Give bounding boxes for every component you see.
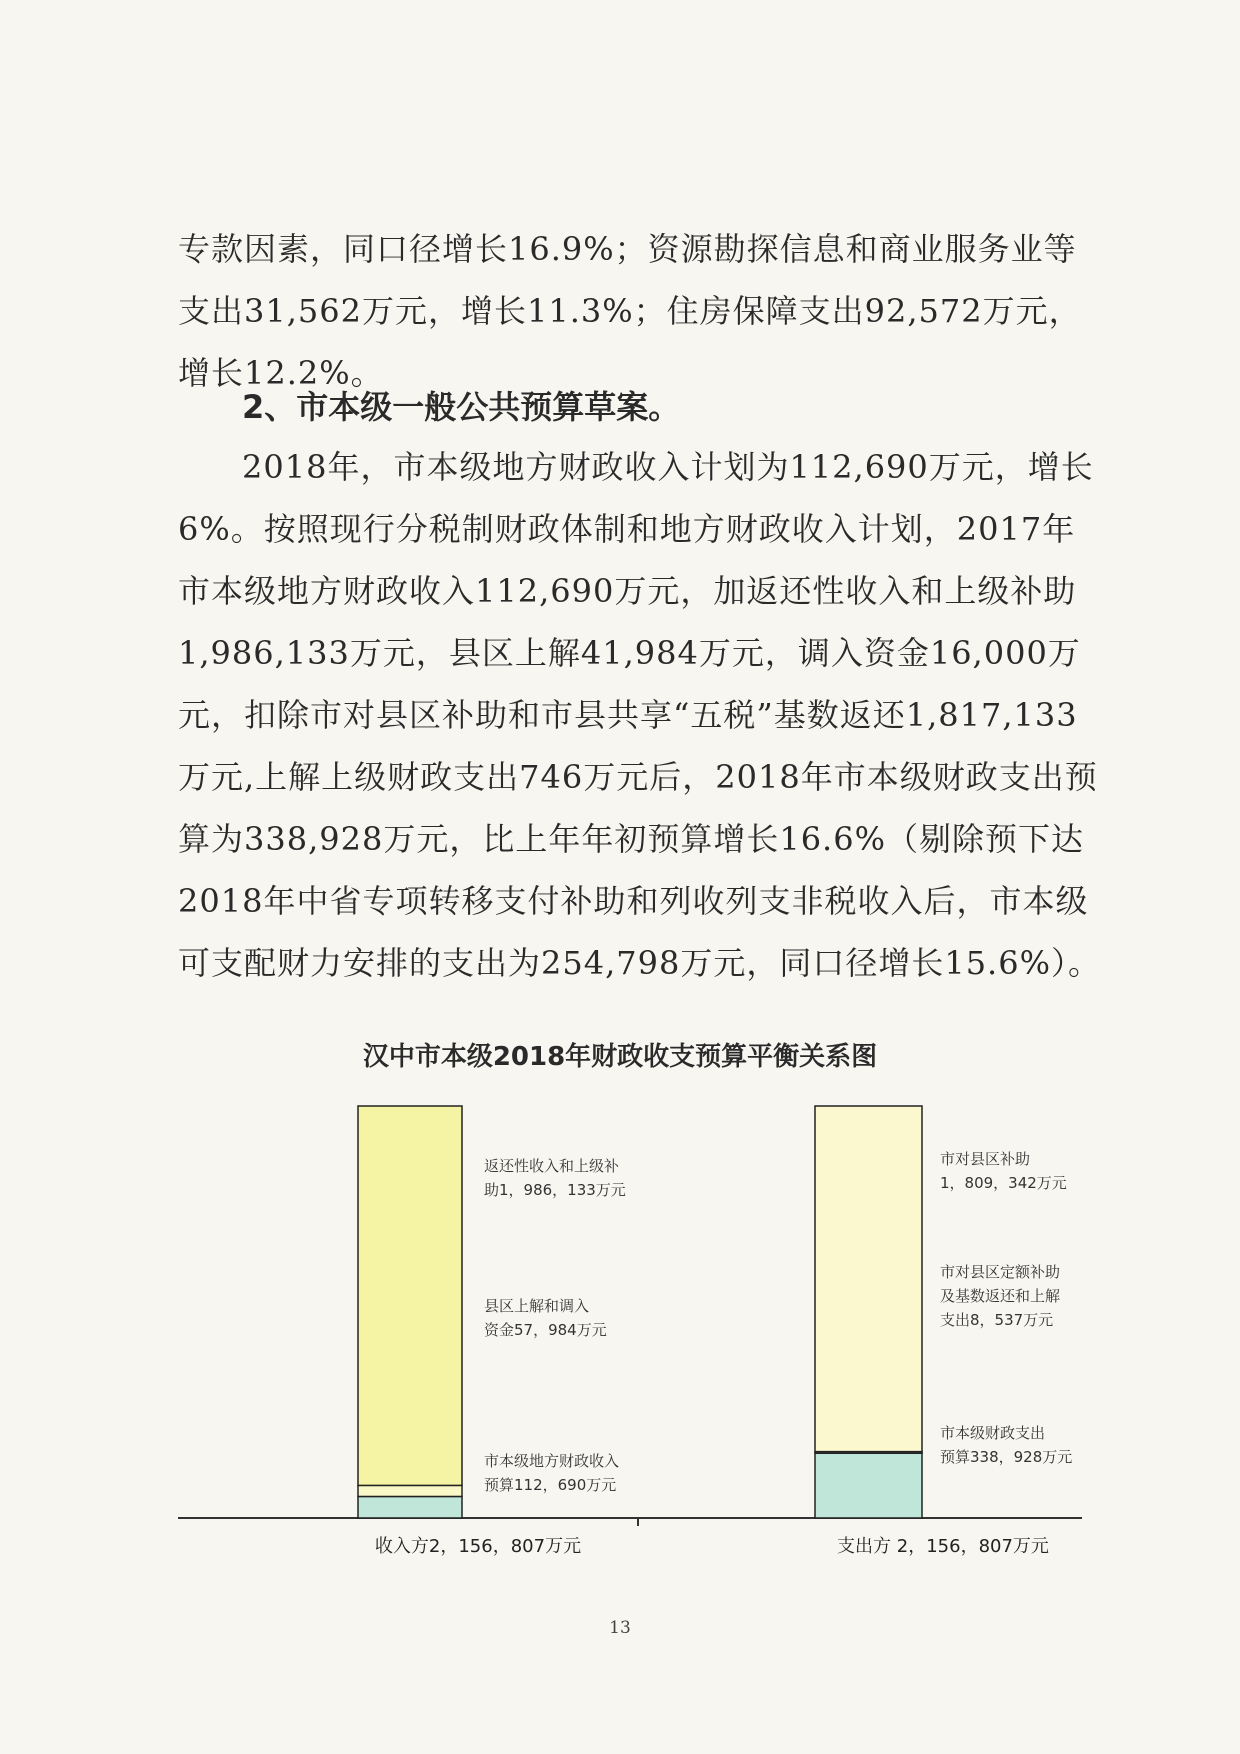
chart-title: 汉中市本级2018年财政收支预算平衡关系图: [362, 1042, 878, 1072]
segment-label-1-1-0: 市对县区定额补助: [940, 1263, 1061, 1281]
page-number: 13: [609, 1618, 631, 1638]
paragraph-text: 2018年，市本级地方财政收入计划为112,690万元，增长6%。按照现行分税制财政体制和地方财政收入计划，2017年市本级地方财政收入112,690万元，加返还性收入和上级补助1,986,133万元，县区上解41,984万元，调入资金16,000万元，扣除市对县区补助和市县共享“五税”基数返还1,817,133万元,上解上级财政支出746万元后，2018年市本级财政支出预算为338,928万元，比上年年初预算增长16.6%（剔除预下达2018年中省专项转移支付补助和列收列支非税收入后，市本级可支配财力安排的支出为254,798万元，同口径增长15.6%）。: [178, 448, 1101, 982]
segment-label-1-1-1: 及基数返还和上解: [940, 1287, 1061, 1305]
segment-label-1-2-1: 1，809，342万元: [940, 1174, 1067, 1192]
segment-label-1-2-0: 市对县区补助: [940, 1150, 1031, 1168]
paragraph-text: 专款因素，同口径增长16.9%；资源勘探信息和商业服务业等支出31,562万元，增长11.3%；住房保障支出92,572万元，增长12.2%。: [178, 230, 1082, 392]
segment-label-0-2-1: 助1，986，133万元: [484, 1181, 626, 1199]
category-label-0: 收入方2，156，807万元: [374, 1536, 582, 1557]
segment-label-1-1-2: 支出8，537万元: [940, 1311, 1054, 1329]
bar-segment-1-2: [815, 1106, 922, 1452]
bar-segment-0-1: [358, 1485, 462, 1496]
segment-label-0-2-0: 返还性收入和上级补: [484, 1157, 620, 1175]
bar-segment-0-0: [358, 1496, 462, 1518]
section-heading: 2、市本级一般公共预算草案。: [242, 388, 681, 426]
segment-label-0-1-1: 资金57，984万元: [484, 1321, 607, 1339]
segment-label-0-0-1: 预算112，690万元: [484, 1476, 617, 1494]
category-label-1: 支出方 2，156，807万元: [837, 1536, 1049, 1557]
bar-segment-1-0: [815, 1453, 922, 1518]
segment-label-0-1-0: 县区上解和调入: [484, 1297, 590, 1315]
segment-label-1-0-0: 市本级财政支出: [940, 1424, 1046, 1442]
bar-segment-0-2: [358, 1106, 462, 1485]
segment-label-1-0-1: 预算338，928万元: [940, 1448, 1073, 1466]
segment-label-0-0-0: 市本级地方财政收入: [484, 1452, 620, 1470]
